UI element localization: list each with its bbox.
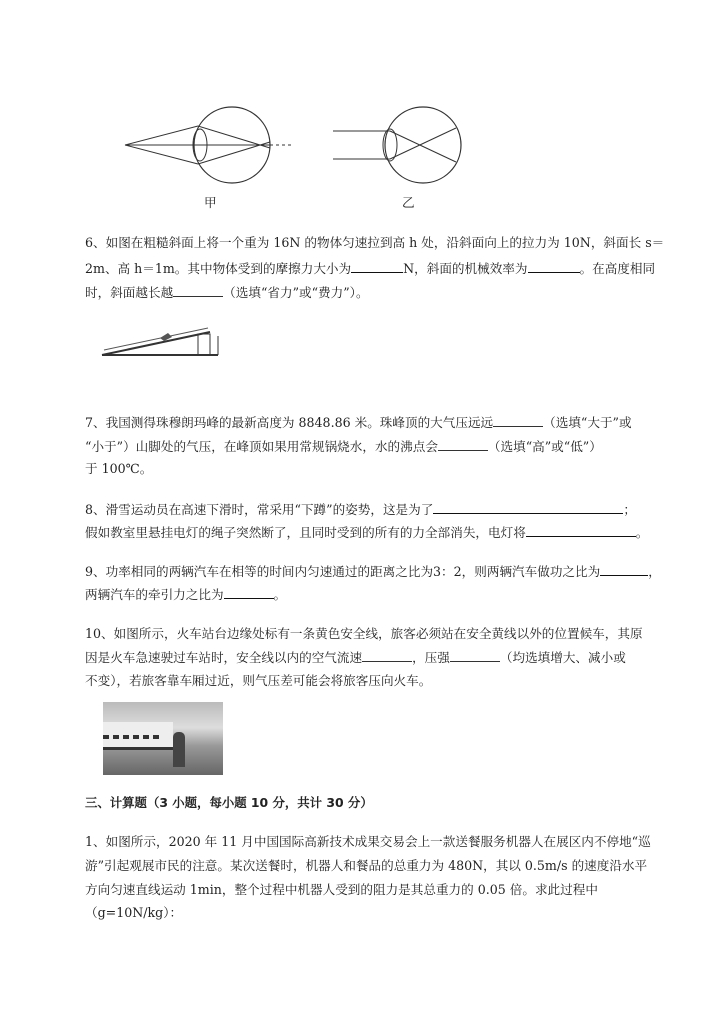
q7-blank-pressure[interactable] bbox=[493, 414, 543, 427]
c1-line2: 游”引起观展市民的注意。某次送餐时，机器人和餐品的总重力为 480N，其以 0.5m/s 的速度沿水平 bbox=[85, 858, 648, 873]
q7-line2: “小于”）山脚处的气压，在峰顶如果用常规锅烧水，水的沸点会 （选填“高”或“低”） bbox=[85, 439, 602, 454]
q9-blank-force[interactable] bbox=[224, 586, 274, 599]
q6-line2: 2m、高 h＝1m。其中物体受到的摩擦力大小为 N，斜面的机械效率为 。在高度相同 bbox=[85, 261, 656, 276]
q9-blank-work[interactable] bbox=[600, 563, 648, 576]
q10-line2: 因是火车急速驶过车站时，安全线以内的空气流速 ，压强 （均选填增大、减小或 bbox=[85, 650, 626, 665]
incline-diagram bbox=[100, 322, 230, 367]
q8-blank-purpose[interactable] bbox=[433, 501, 623, 514]
q9-line2: 两辆汽车的牵引力之比为 。 bbox=[85, 587, 287, 602]
q7-blank-boiling[interactable] bbox=[438, 438, 488, 451]
q10-line3: 不变），若旅客靠车厢过近，则气压差可能会将旅客压向火车。 bbox=[85, 673, 432, 688]
q8-line1: 8、滑雪运动员在高速下滑时，常采用“下蹲”的姿势，这是为了 ； bbox=[85, 502, 636, 517]
c1-line4: （g=10N/kg）： bbox=[85, 905, 183, 920]
train-station-photo bbox=[103, 702, 223, 775]
q6-blank-force[interactable] bbox=[173, 284, 223, 297]
section-heading: 三、计算题（3 小题，每小题 10 分，共计 30 分） bbox=[85, 795, 373, 810]
figure-label-jia: 甲 bbox=[204, 195, 217, 210]
q10-line1: 10、如图所示，火车站台边缘处标有一条黄色安全线，旅客必须站在安全黄线以外的位置候车，其原 bbox=[85, 626, 643, 641]
eye-diagram-yi bbox=[328, 100, 468, 195]
q7-line1: 7、我国测得珠穆朗玛峰的最新高度为 8848.86 米。珠峰顶的大气压远远 （选填“大于”或 bbox=[85, 415, 632, 430]
q9-line1: 9、功率相同的两辆汽车在相等的时间内匀速通过的距离之比为3：2，则两辆汽车做功之比为 ， bbox=[85, 564, 661, 579]
q7-line3: 于 100℃。 bbox=[85, 461, 153, 476]
q8-line2: 假如教室里悬挂电灯的绳子突然断了，且同时受到的所有的力全部消失，电灯将 。 bbox=[85, 525, 649, 540]
q10-blank-speed[interactable] bbox=[362, 649, 412, 662]
q6-line1: 6、如图在粗糙斜面上将一个重为 16N 的物体匀速拉到高 h 处，沿斜面向上的拉力为 10N，斜面长 s＝ bbox=[85, 235, 665, 250]
c1-line3: 方向匀速直线运动 1min，整个过程中机器人受到的阻力是其总重力的 0.05 倍。求此过程中 bbox=[85, 882, 598, 897]
figure-label-yi: 乙 bbox=[402, 195, 415, 210]
q10-blank-pressure[interactable] bbox=[450, 649, 500, 662]
q6-blank-friction[interactable] bbox=[351, 260, 403, 273]
q6-blank-efficiency[interactable] bbox=[528, 260, 580, 273]
q6-line3: 时，斜面越长越 （选填“省力”或“费力”）。 bbox=[85, 285, 369, 300]
eye-diagram-jia bbox=[120, 100, 300, 195]
c1-line1: 1、如图所示，2020 年 11 月中国国际高新技术成果交易会上一款送餐服务机器人在展区内不停地“巡 bbox=[85, 834, 651, 849]
q8-blank-lamp[interactable] bbox=[526, 524, 636, 537]
